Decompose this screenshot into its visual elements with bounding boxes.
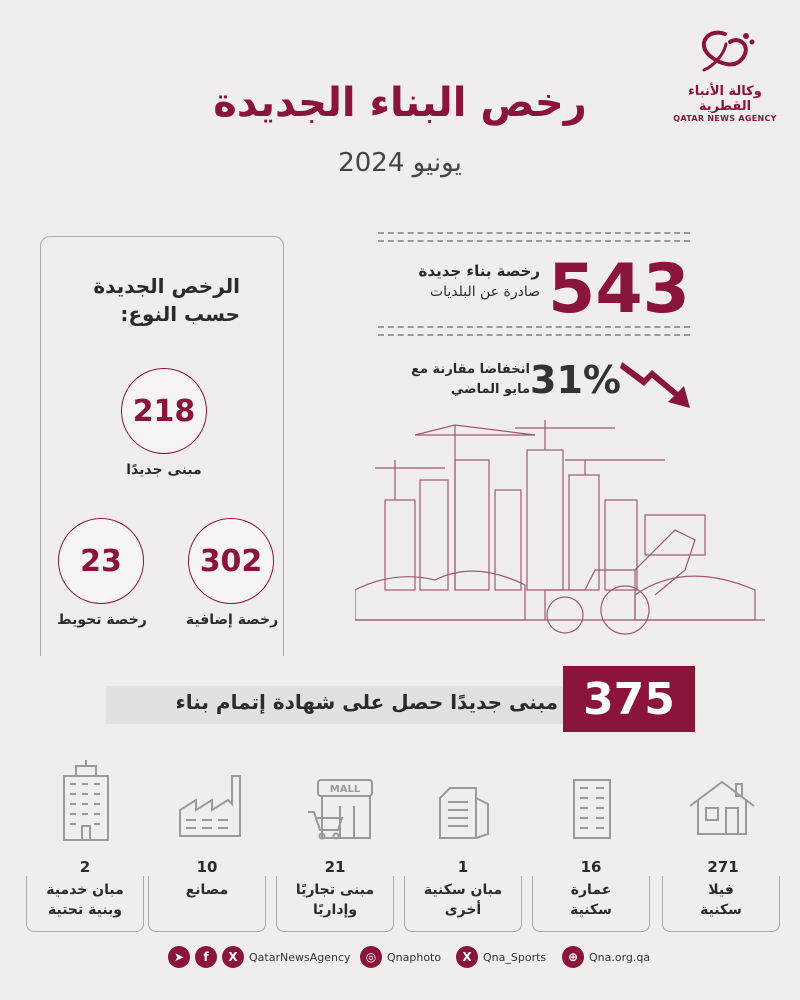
additional-permits-label: رخصة إضافية bbox=[185, 612, 279, 628]
x-twitter-icon: X bbox=[222, 946, 244, 968]
category-other-residential-value: 1 bbox=[457, 858, 469, 876]
new-building-permits-label: مبنى جديدًا bbox=[126, 462, 202, 478]
instagram-icon: ◎ bbox=[360, 946, 382, 968]
category-factories-label bbox=[148, 880, 266, 900]
total-permits-sublabel: صادرة عن البلديات bbox=[429, 284, 540, 300]
category-services-value: 2 bbox=[79, 858, 91, 876]
category-label-line2: سكنية bbox=[570, 902, 612, 918]
social-footer bbox=[160, 946, 660, 970]
divider-dashed bbox=[378, 334, 690, 336]
website-link[interactable] bbox=[562, 946, 650, 968]
document-building-icon bbox=[432, 784, 494, 842]
category-other-residential-label bbox=[404, 880, 522, 920]
house-icon bbox=[686, 778, 758, 838]
total-permits-label: رخصة بناء جديدة bbox=[418, 262, 540, 280]
social-qnaphoto[interactable] bbox=[360, 946, 441, 968]
new-building-permits-value: 218 bbox=[121, 368, 207, 454]
category-label-line1: عمارة bbox=[570, 882, 612, 898]
social-qna-sports[interactable] bbox=[456, 946, 546, 968]
construction-skyline-illustration bbox=[355, 420, 765, 640]
category-label-line2: أخرى bbox=[444, 902, 482, 918]
additional-permits-value: 302 bbox=[188, 518, 274, 604]
completion-label: مبنى جديدًا حصل على شهادة إتمام بناء bbox=[175, 690, 558, 714]
page-date: يونيو 2024 bbox=[338, 148, 462, 178]
logo-arabic-text: وكالة الأنباء القطرية bbox=[688, 84, 762, 114]
social-handle: QatarNewsAgency bbox=[249, 950, 351, 964]
category-label-line2: وإداريًا bbox=[312, 902, 358, 918]
mall-icon bbox=[306, 776, 376, 842]
category-label-line1: فيلا bbox=[708, 882, 734, 898]
office-tower-icon bbox=[58, 760, 114, 844]
factory-icon bbox=[176, 770, 248, 840]
category-services-label bbox=[26, 880, 144, 920]
category-factories-value: 10 bbox=[196, 858, 218, 876]
svg-text:MALL: MALL bbox=[329, 784, 361, 795]
category-label-line1: مبان سكنية bbox=[423, 882, 503, 898]
by-type-title bbox=[60, 272, 240, 328]
by-type-title-line1: الرخص الجديدة bbox=[93, 274, 240, 298]
decrease-arrow-icon bbox=[618, 352, 698, 412]
category-label-line1: مصانع bbox=[185, 882, 229, 898]
category-villas-label bbox=[662, 880, 780, 920]
category-commercial-value: 21 bbox=[324, 858, 346, 876]
category-label-line1: مبنى تجاريًا bbox=[295, 882, 375, 898]
divider-dashed bbox=[378, 240, 690, 242]
fencing-permits-label: رخصة تحويط bbox=[57, 612, 147, 628]
qna-logo bbox=[670, 26, 780, 123]
total-permits-value: 543 bbox=[548, 250, 690, 329]
by-type-title-line2: حسب النوع: bbox=[120, 302, 240, 326]
globe-icon: ⊕ bbox=[562, 946, 584, 968]
facebook-icon: f bbox=[195, 946, 217, 968]
category-commercial-label bbox=[276, 880, 394, 920]
category-label-line2: سكنية bbox=[700, 902, 742, 918]
category-apartments-label bbox=[532, 880, 650, 920]
category-label-line2: وبنية تحتية bbox=[47, 902, 123, 918]
logo-english-text: QATAR NEWS AGENCY bbox=[673, 114, 777, 123]
social-qna-agency[interactable] bbox=[168, 946, 351, 968]
social-handle: Qnaphoto bbox=[387, 950, 442, 964]
category-villas-value: 271 bbox=[707, 858, 739, 876]
x-twitter-icon: X bbox=[456, 946, 478, 968]
apartment-building-icon bbox=[570, 776, 614, 842]
telegram-icon: ➤ bbox=[168, 946, 190, 968]
change-sublabel: مايو الماضي bbox=[450, 382, 530, 397]
website-url: Qna.org.qa bbox=[589, 950, 651, 964]
page-title: رخص البناء الجديدة bbox=[213, 80, 587, 126]
change-label: انخفاضا مقارنة مع bbox=[411, 362, 530, 377]
category-label-line1: مبان خدمية bbox=[46, 882, 124, 898]
completion-value: 375 bbox=[563, 666, 695, 732]
social-handle: Qna_Sports bbox=[483, 950, 547, 964]
divider-dashed bbox=[378, 232, 690, 234]
qna-logo-icon bbox=[690, 26, 760, 82]
change-percent-value: 31% bbox=[530, 358, 621, 402]
fencing-permits-value: 23 bbox=[58, 518, 144, 604]
category-apartments-value: 16 bbox=[580, 858, 602, 876]
